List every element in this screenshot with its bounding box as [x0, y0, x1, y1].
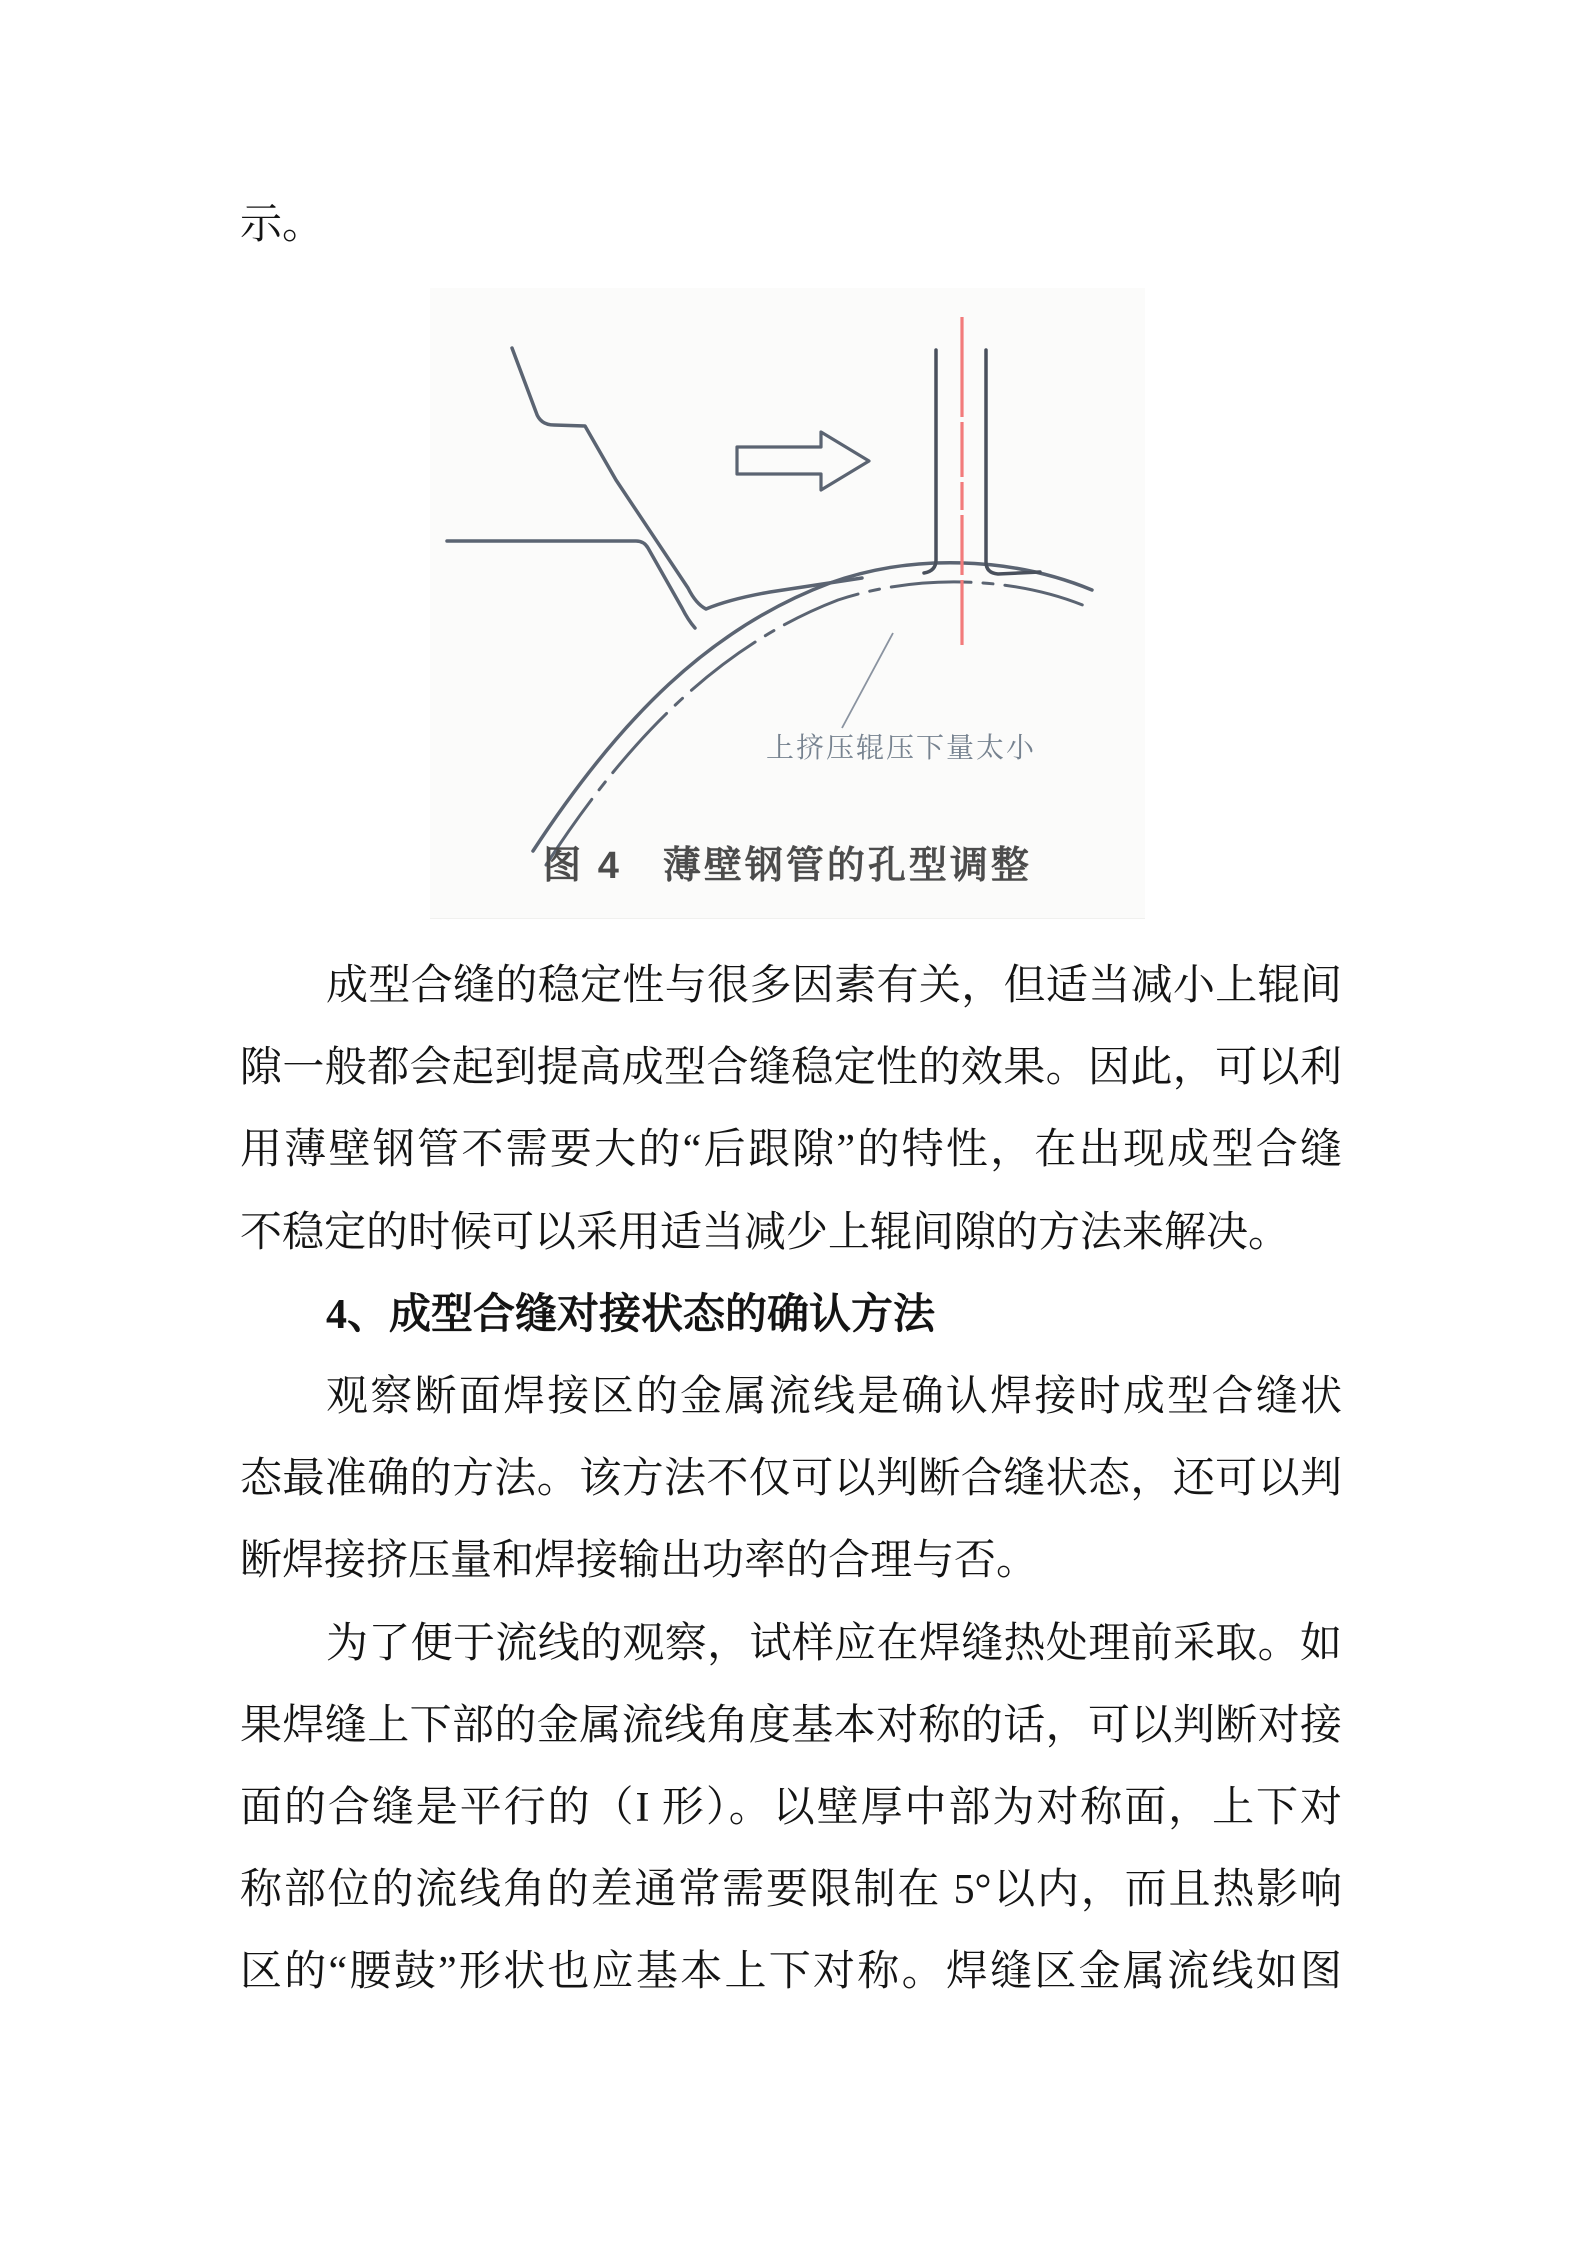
direction-arrow-icon: [737, 432, 869, 490]
figure-annotation: 上挤压辊压下量太小: [766, 733, 1037, 764]
seam-left-vertical-line: [924, 350, 936, 573]
section-heading: 4、成型合缝对接状态的确认方法: [326, 1292, 936, 1338]
text-line: 不稳定的时候可以采用适当减少上辊间隙的方法来解决。: [240, 1210, 1291, 1256]
text-line: 观察断面焊接区的金属流线是确认焊接时成型合缝状: [326, 1374, 1342, 1420]
figure-image: [430, 288, 1145, 919]
roll-forming-diagram: [430, 288, 1145, 918]
annotation-leader-line: [842, 633, 893, 728]
text-line: 示。: [240, 202, 325, 248]
text-line: 为了便于流线的观察，试样应在焊缝热处理前采取。如: [326, 1621, 1342, 1667]
text-line: 隙一般都会起到提高成型合缝稳定性的效果。因此，可以利: [240, 1045, 1342, 1091]
upper-roll-profile-line: [512, 348, 862, 609]
text-line: 果焊缝上下部的金属流线角度基本对称的话，可以判断对接: [240, 1703, 1342, 1749]
text-line: 成型合缝的稳定性与很多因素有关，但适当减小上辊间: [326, 963, 1342, 1009]
tube-inner-arc: [546, 582, 1085, 865]
strip-edge-line: [447, 541, 695, 628]
text-line: 区的“腰鼓”形状也应基本上下对称。焊缝区金属流线如图: [240, 1949, 1342, 1995]
text-line: 用薄壁钢管不需要大的“后跟隙”的特性，在出现成型合缝: [240, 1127, 1342, 1173]
figure-caption: 图 4 薄壁钢管的孔型调整: [543, 845, 1032, 887]
text-line: 态最准确的方法。该方法不仅可以判断合缝状态，还可以判: [240, 1456, 1342, 1502]
text-line: 称部位的流线角的差通常需要限制在 5°以内，而且热影响: [240, 1867, 1342, 1913]
text-line: 面的合缝是平行的（I 形）。以壁厚中部为对称面，上下对: [240, 1785, 1342, 1831]
tube-outer-arc: [533, 563, 1092, 851]
seam-right-vertical-line: [986, 350, 1040, 574]
text-line: 断焊接挤压量和焊接输出功率的合理与否。: [240, 1538, 1039, 1584]
